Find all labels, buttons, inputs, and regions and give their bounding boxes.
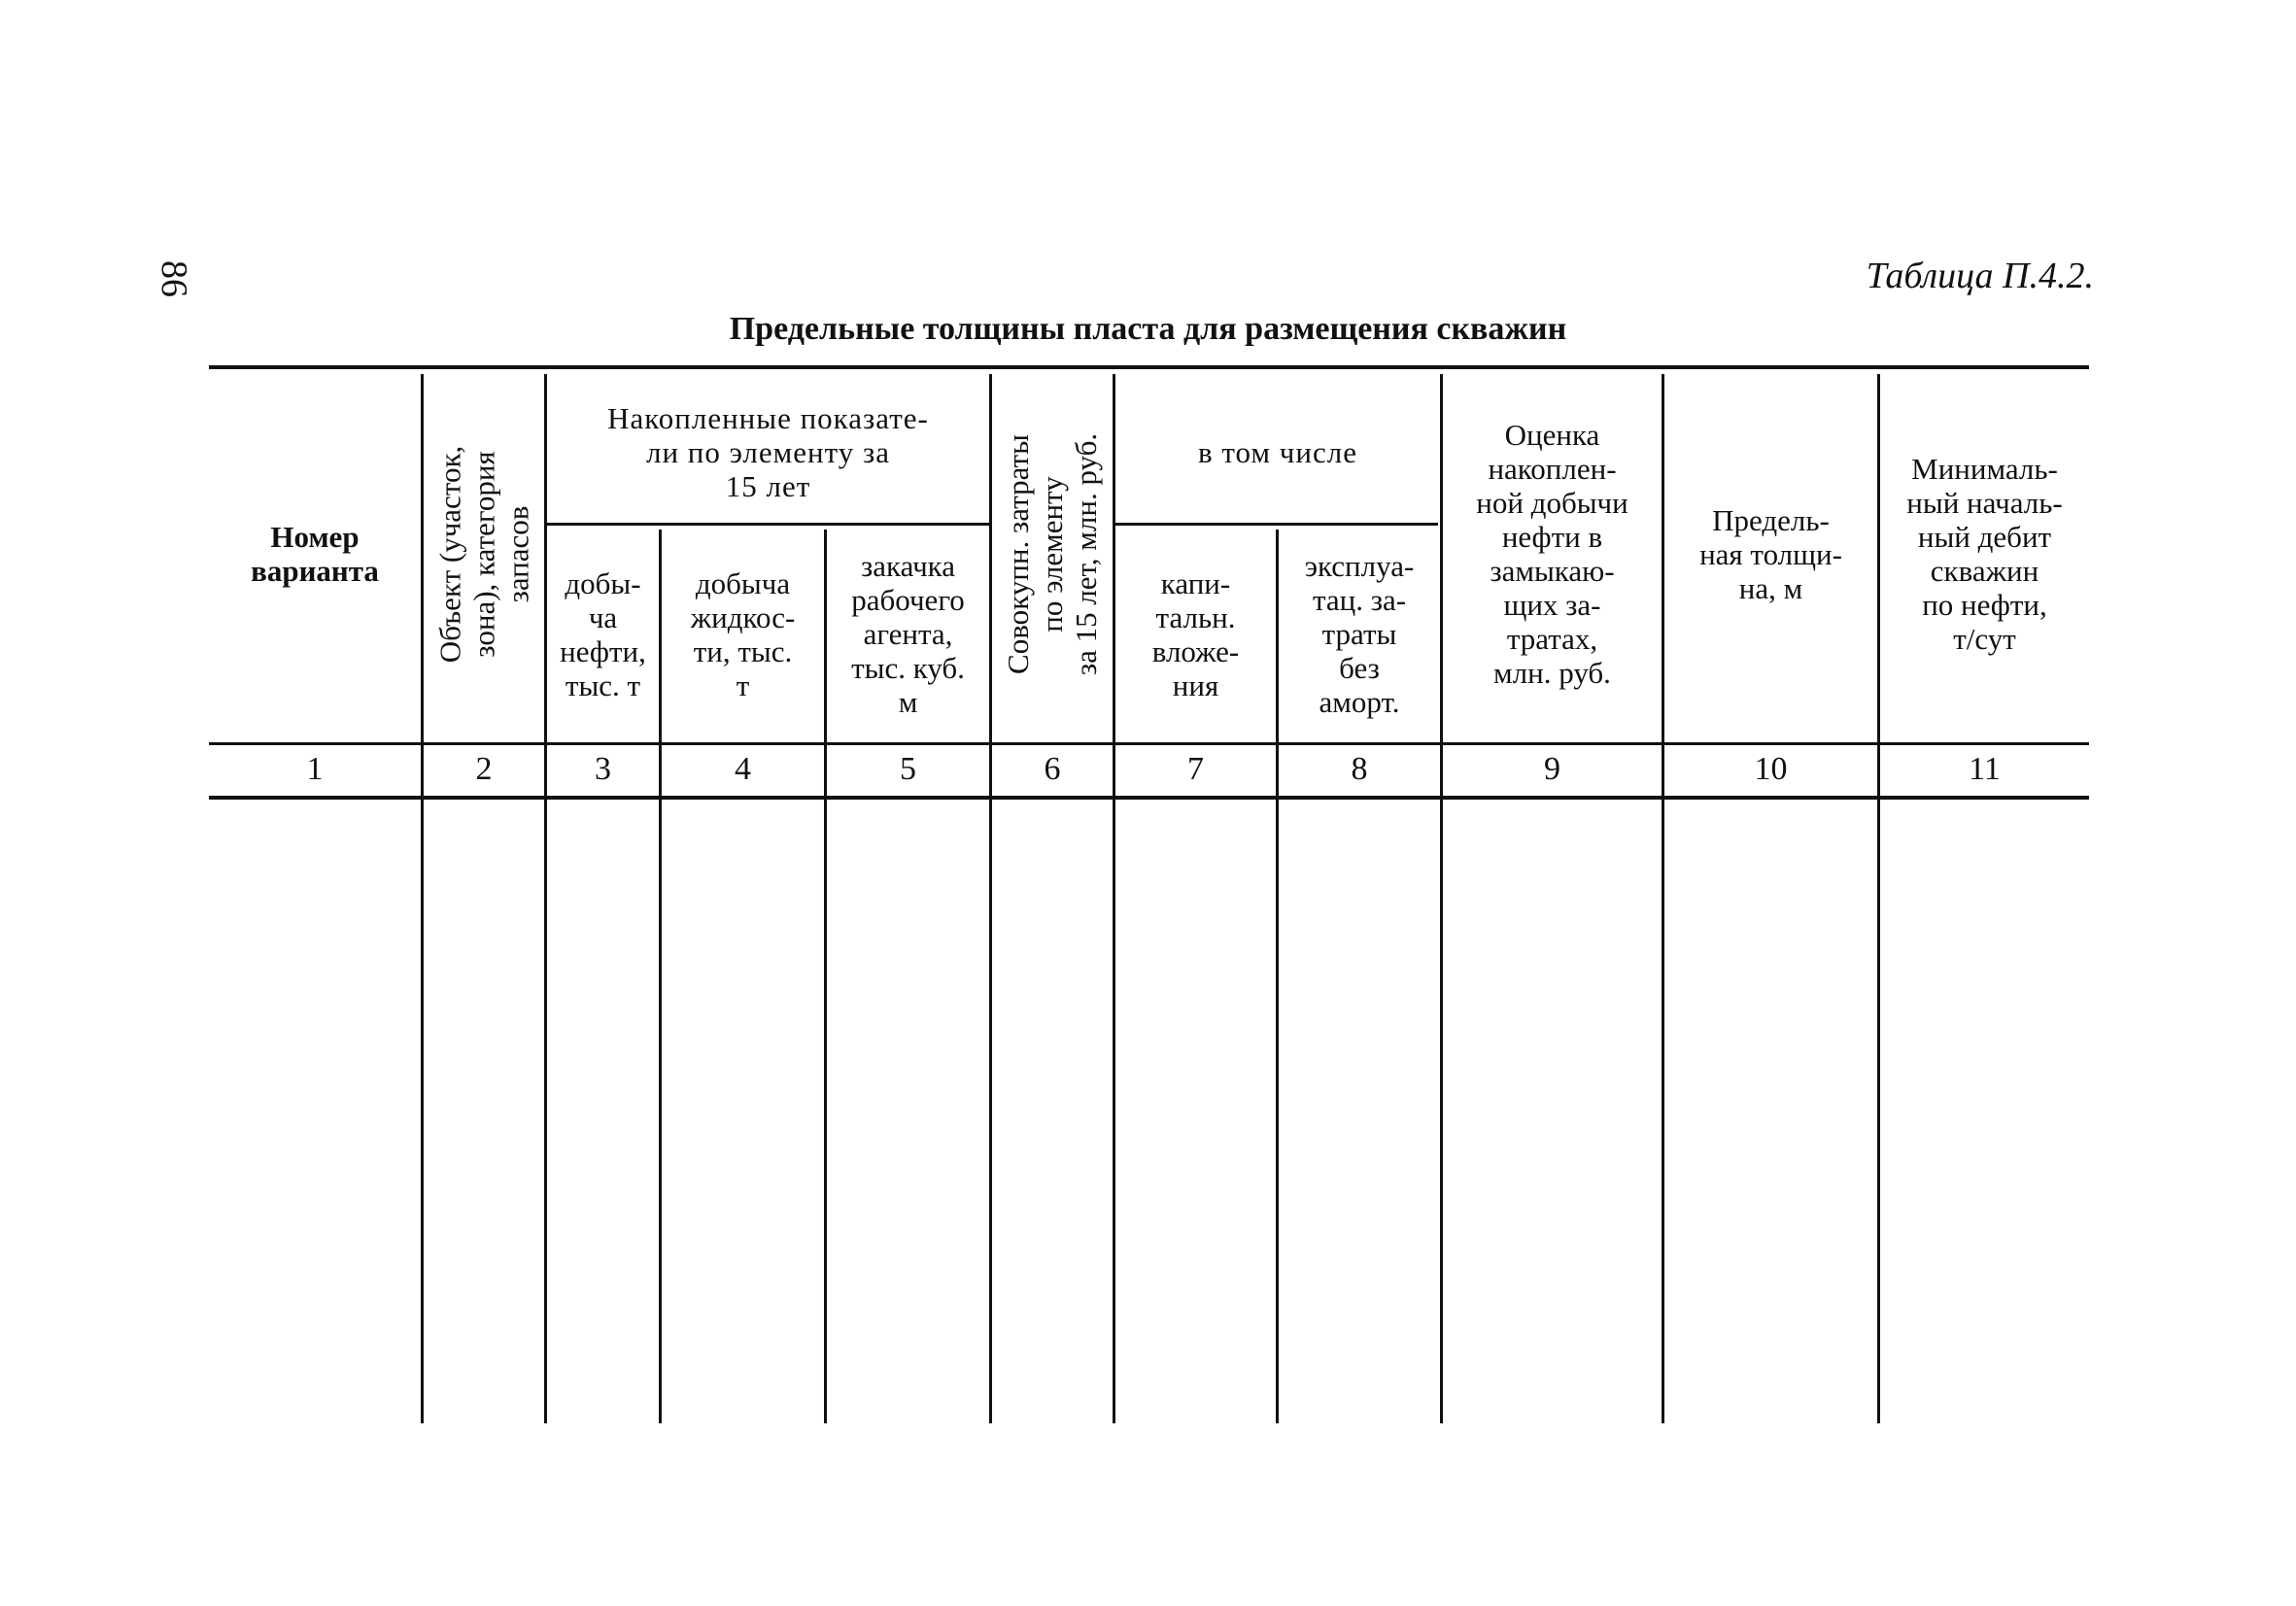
header-group-accumulated: Накопленные показате- ли по элементу за 15 лет bbox=[607, 400, 929, 503]
page-number: 86 bbox=[154, 260, 194, 297]
column-number: 6 bbox=[1044, 751, 1061, 787]
header-total-costs bbox=[992, 369, 1113, 738]
header-liquid-production: добыча жидкос- ти, тыс. т bbox=[690, 565, 796, 702]
column-number: 9 bbox=[1544, 751, 1560, 787]
table-title: Предельные толщины пласта для размещения скважин bbox=[729, 311, 1567, 347]
header-min-flow-rate: Минималь- ный началь- ный дебит скважин по нефти, т/сут bbox=[1906, 452, 2063, 656]
header-oil-production: добы- ча нефти, тыс. т bbox=[560, 565, 646, 702]
header-capital-investment: капи- тальн. вложе- ния bbox=[1151, 565, 1240, 702]
table-label: Таблица П.4.2. bbox=[1866, 256, 2094, 296]
header-operating-costs: эксплуа- тац. за- траты без аморт. bbox=[1304, 549, 1415, 719]
column-number: 8 bbox=[1351, 751, 1368, 787]
group-accum-rule bbox=[547, 523, 989, 526]
column-number: 5 bbox=[900, 751, 916, 787]
column-number: 2 bbox=[475, 751, 493, 787]
column-number: 4 bbox=[735, 751, 751, 787]
header-total-costs-text: Совокупн. затраты по элементу за 15 лет, млн. руб. bbox=[1001, 432, 1104, 675]
column-number: 3 bbox=[595, 751, 611, 787]
header-group-including: в том числе bbox=[1198, 434, 1357, 469]
header-production-estimate: Оценка накоплен- ной добычи нефти в замыкаю- щих за- тратах, млн. руб. bbox=[1476, 418, 1628, 690]
header-variant-number: Номер варианта bbox=[251, 520, 379, 588]
header-object-text: Объект (участок, зона), категория запасов bbox=[432, 445, 535, 663]
group-incl-rule bbox=[1115, 523, 1438, 526]
column-number: 11 bbox=[1969, 751, 2001, 787]
header-object bbox=[424, 369, 544, 738]
header-limit-thickness: Предель- ная толщи- на, м bbox=[1699, 502, 1842, 605]
column-number: 1 bbox=[306, 751, 324, 787]
column-number: 10 bbox=[1754, 751, 1788, 787]
header-agent-injection: закачка рабочего агента, тыс. куб. м bbox=[851, 549, 965, 719]
column-number: 7 bbox=[1187, 751, 1204, 787]
header-bottom-rule bbox=[209, 742, 2089, 745]
numbers-bottom-rule bbox=[209, 796, 2089, 800]
